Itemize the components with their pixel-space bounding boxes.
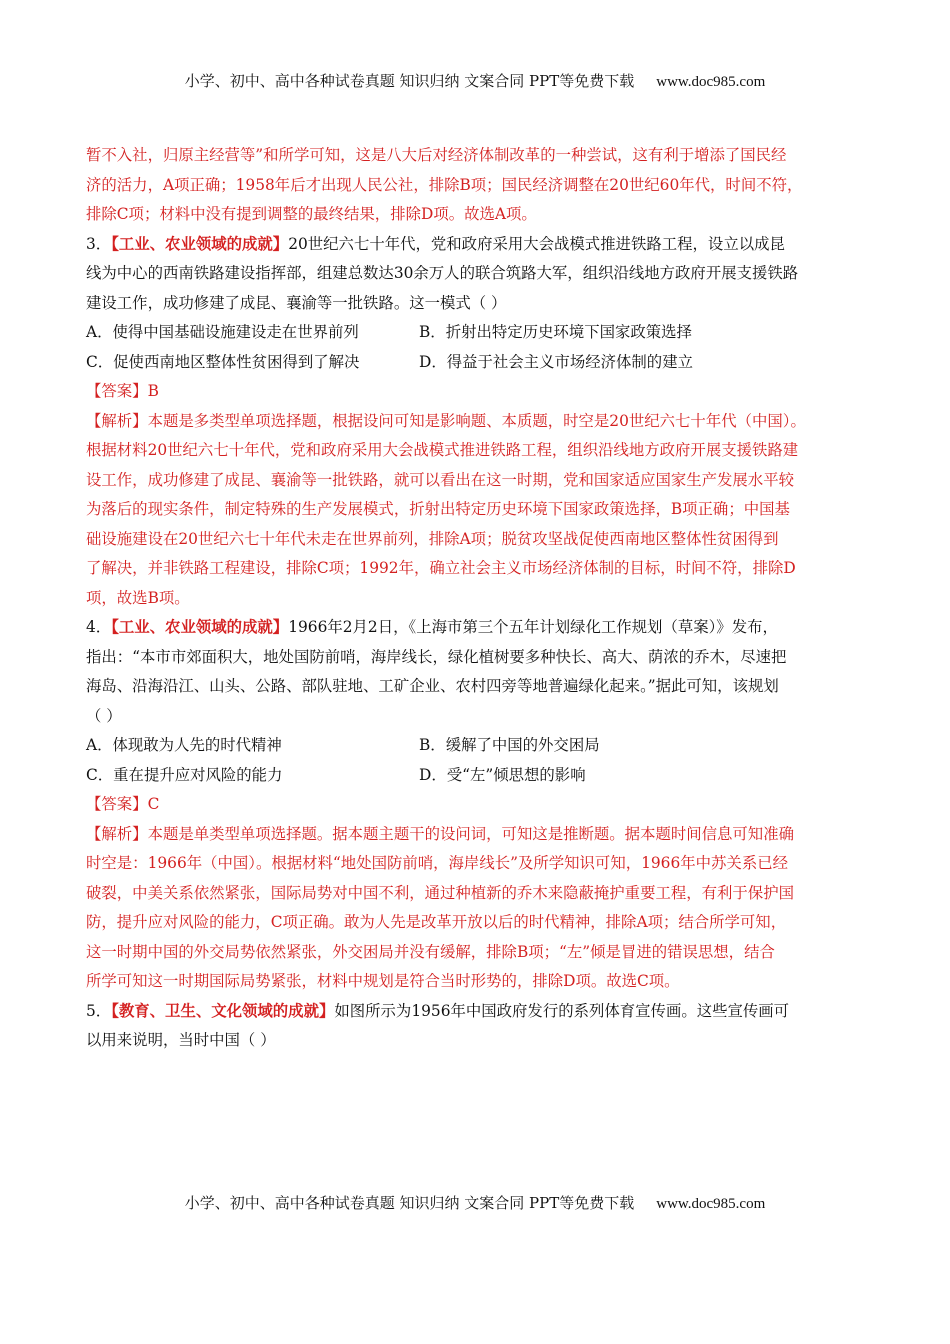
q4-stem-line-1: [86, 613, 876, 643]
q3-answer: 【答案】B: [86, 382, 159, 400]
q3-stem-line-2: 线为中心的西南铁路建设指挥部，组建总数达30余万人的联合筑路大军，组织沿线地方政府开展支援铁路: [86, 264, 799, 282]
q3-number: 3．: [86, 234, 112, 253]
q3-analysis-line-5: 础设施建设在20世纪六七十年代未走在世界前列，排除A项；脱贫攻坚战促使西南地区整体性贫困得到: [86, 529, 779, 548]
q4-analysis-line-5: 这一时期中国的外交局势依然紧张，外交困局并没有缓解，排除B项；“左”倾是冒进的错误思想，结合: [86, 942, 775, 961]
q4-tag: 【工业、农业领域的成就】: [111, 618, 289, 636]
q4-analysis-line-4: 防，提升应对风险的能力，C项正确。敢为人先是改革开放以后的时代精神，排除A项；结合所学可知，: [86, 913, 787, 931]
header-url[interactable]: www.doc985.com: [656, 74, 766, 90]
q3-stem-line-3: 建设工作，成功修建了成昆、襄渝等一批铁路。这一模式（ ）: [86, 293, 507, 312]
document-body: [86, 141, 876, 1056]
q3-option-b: B．折射出特定历史环境下国家政策选择: [419, 323, 692, 341]
q4-number: 4．: [86, 618, 112, 636]
q3-options-row-1: [86, 318, 876, 348]
q4-stem-line-4: （ ）: [86, 706, 122, 725]
q4-options-row-2: [86, 761, 876, 791]
q4-stem-line-3: 海岛、沿海沿江、山头、公路、部队驻地、工矿企业、农村四旁等地普遍绿化起来。”据此可知，该规划: [86, 677, 779, 695]
q4-analysis-line-1: 【解析】本题是单类型单项选择题。据本题主题干的设问词，可知这是推断题。据本题时间信息可知准确: [86, 824, 794, 843]
q4-option-c: C．重在提升应对风险的能力: [86, 765, 283, 784]
q4-analysis-line-2: 时空是：1966年（中国）。根据材料“地处国防前哨，海岸线长”及所学知识可知，1966年中苏关系已经: [86, 854, 788, 872]
q3-analysis-line-7: 项，故选B项。: [86, 588, 190, 607]
q5-stem-text-1: 如图所示为1956年中国政府发行的系列体育宣传画。这些宣传画可: [334, 1001, 790, 1020]
q5-stem-line-2: 以用来说明，当时中国（ ）: [86, 1031, 276, 1049]
q4-stem-line-2: 指出：“本市市郊面积大，地处国防前哨，海岸线长，绿化植树要多种快长、高大、荫浓的乔木，尽速把: [86, 647, 787, 666]
prev-analysis-line-3: 排除C项；材料中没有提到调整的最终结果，排除D项。故选A项。: [86, 205, 537, 223]
q3-analysis-line-3: 设工作，成功修建了成昆、襄渝等一批铁路，就可以看出在这一时期，党和国家适应国家生产发展水平较: [86, 470, 794, 489]
q3-option-a: A．使得中国基础设施建设走在世界前列: [86, 323, 359, 341]
q4-option-b: B．缓解了中国的外交困局: [419, 736, 600, 754]
q3-option-d: D．得益于社会主义市场经济体制的建立: [419, 352, 693, 371]
prev-analysis-line-2: 济的活力，A项正确；1958年后才出现人民公社，排除B项；国民经济调整在20世纪60年代，时间不符，: [86, 175, 803, 194]
footer-url[interactable]: www.doc985.com: [656, 1196, 766, 1212]
q4-answer: 【答案】C: [86, 795, 160, 813]
q3-stem-line-1: [86, 230, 876, 260]
page-header: [0, 70, 950, 91]
q4-option-d: D．受“左”倾思想的影响: [419, 765, 586, 784]
q3-analysis-line-4: 为落后的现实条件，制定特殊的生产发展模式，折射出特定历史环境下国家政策选择，B项正确；中国基: [86, 500, 790, 518]
q3-analysis-line-2: 根据材料20世纪六七十年代，党和政府采用大会战模式推进铁路工程，组织沿线地方政府开展支援铁路建: [86, 441, 799, 459]
q4-stem-text-1: 1966年2月2日，《上海市第三个五年计划绿化工作规划（草案）》发布，: [288, 618, 778, 636]
q3-option-c: C．促使西南地区整体性贫困得到了解决: [86, 352, 360, 371]
header-text: 小学、初中、高中各种试卷真题 知识归纳 文案合同 PPT等免费下载: [184, 72, 635, 90]
q3-options-row-2: [86, 348, 876, 378]
prev-analysis-line-1: 暂不入社，归原主经营等”和所学可知，这是八大后对经济体制改革的一种尝试，这有利于增添了国民经: [86, 146, 787, 164]
q5-tag: 【教育、卫生、文化领域的成就】: [111, 1001, 335, 1020]
q3-tag: 【工业、农业领域的成就】: [111, 234, 289, 253]
q5-number: 5．: [86, 1001, 112, 1020]
q4-analysis-line-6: 所学可知这一时期国际局势紧张，材料中规划是符合当时形势的，排除D项。故选C项。: [86, 972, 680, 990]
q4-option-a: A．体现敢为人先的时代精神: [86, 736, 282, 754]
q4-analysis-line-3: 破裂，中美关系依然紧张，国际局势对中国不利，通过种植新的乔木来隐蔽掩护重要工程，有利于保护国: [86, 883, 794, 902]
q3-stem-text-1: 20世纪六七十年代，党和政府采用大会战模式推进铁路工程，设立以成昆: [288, 234, 785, 253]
q5-stem-line-1: [86, 997, 876, 1027]
q3-analysis-line-1: 【解析】本题是多类型单项选择题，根据设问可知是影响题、本质题，时空是20世纪六七十年代（中国）。: [86, 411, 806, 430]
page-footer: [0, 1192, 950, 1213]
q4-options-row-1: [86, 731, 876, 761]
q3-analysis-line-6: 了解决，并非铁路工程建设，排除C项；1992年，确立社会主义市场经济体制的目标，时间不符，排除D: [86, 559, 796, 577]
footer-text: 小学、初中、高中各种试卷真题 知识归纳 文案合同 PPT等免费下载: [184, 1194, 635, 1212]
